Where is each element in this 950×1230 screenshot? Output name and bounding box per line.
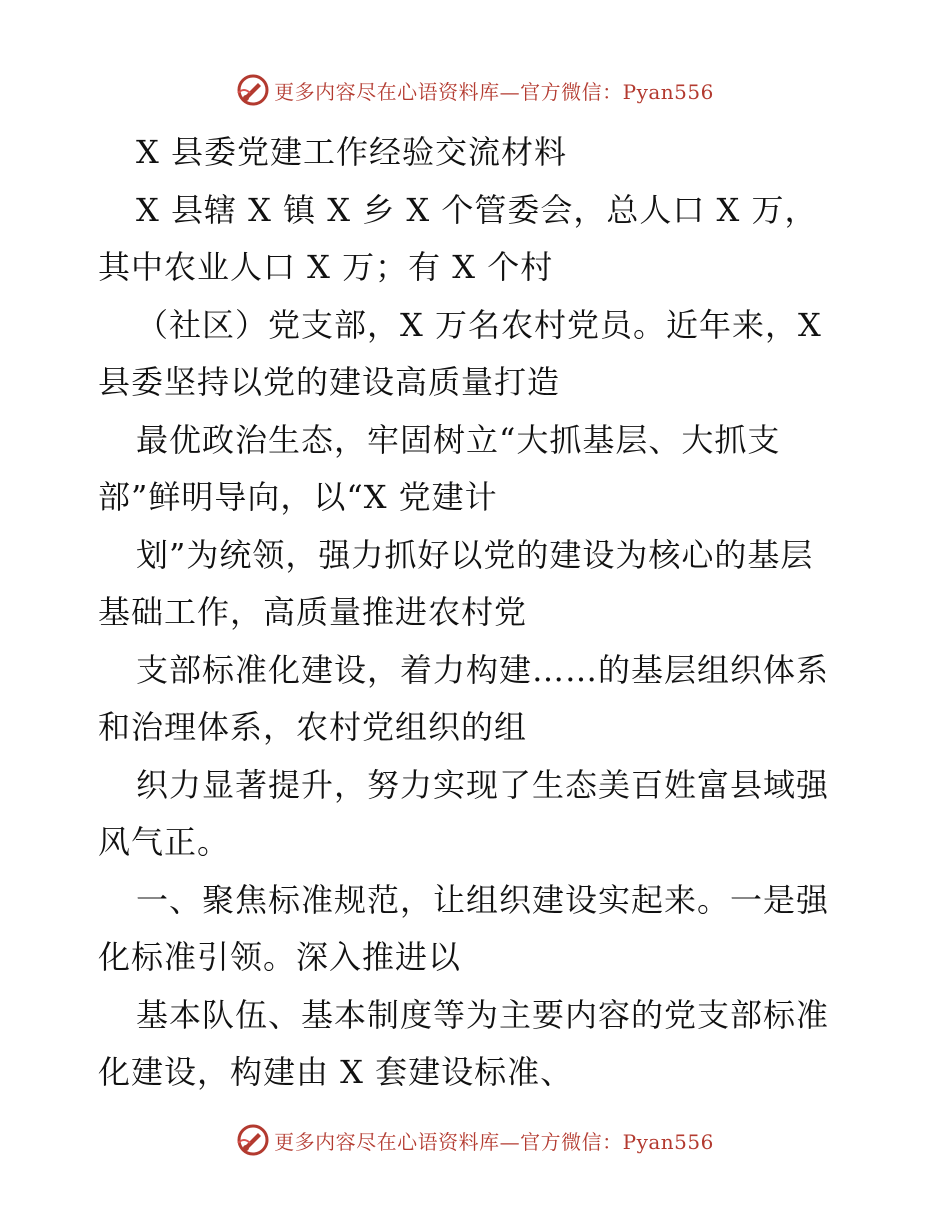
text-line: 最优政治生态，牢固树立“大抓基层、大抓支 [136, 420, 781, 459]
text-line: 其中农业人口 X 万；有 X 个村 [98, 248, 554, 286]
pen-seal-icon [236, 73, 270, 107]
text-line: 化建设，构建由 X 套建设标准、 [98, 1053, 574, 1091]
text-line: 基础工作，高质量推进农村党 [98, 593, 528, 631]
text-line: 织力显著提升，努力实现了生态美百姓富县域强 [136, 765, 830, 804]
text-line: （社区）党支部，X 万名农村党员。近年来，X [136, 305, 822, 344]
document-body [98, 124, 858, 1102]
pen-seal-icon [236, 1123, 270, 1157]
text-line: 一、聚焦标准规范，让组织建设实起来。一是强 [136, 880, 830, 919]
header-banner-text: 更多内容尽在心语资料库—官方微信：Pyan556 [274, 79, 714, 104]
text-line: 县委坚持以党的建设高质量打造 [98, 363, 561, 401]
footer-banner-text: 更多内容尽在心语资料库—官方微信：Pyan556 [274, 1129, 714, 1154]
text-line: 部”鲜明导向，以“X 党建计 [98, 478, 498, 516]
text-line: 支部标准化建设，着力构建……的基层组织体系 [136, 650, 830, 689]
text-line: 划”为统领，强力抓好以党的建设为核心的基层 [136, 535, 814, 574]
header-banner [0, 70, 950, 110]
text-line: 风气正。 [98, 823, 231, 861]
footer-banner [0, 1120, 950, 1160]
text-line: 化标准引领。深入推进以 [98, 938, 462, 976]
text-line: 基本队伍、基本制度等为主要内容的党支部标准 [136, 995, 830, 1034]
text-line: 和治理体系，农村党组织的组 [98, 708, 528, 746]
text-line: X 县辖 X 镇 X 乡 X 个管委会，总人口 X 万， [136, 190, 818, 229]
document-title: X 县委党建工作经验交流材料 [136, 133, 567, 171]
